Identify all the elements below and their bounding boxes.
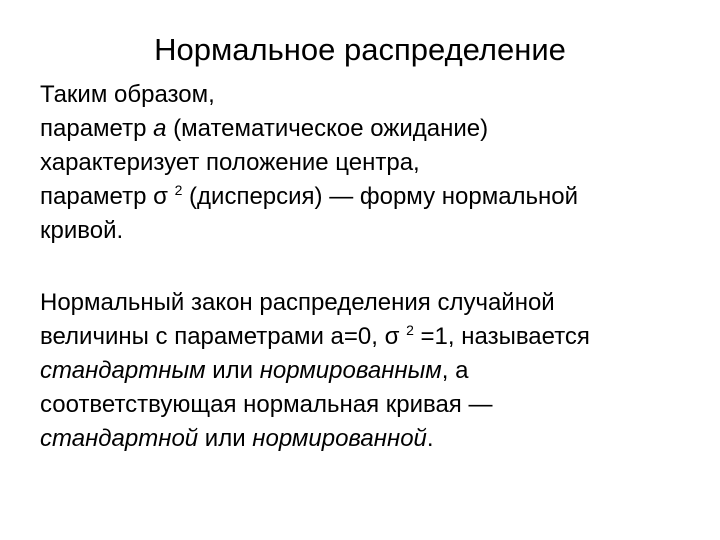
paragraph2-line4: соответствующая нормальная кривая — xyxy=(40,391,493,418)
italic-term: нормированной xyxy=(252,425,427,452)
text-run: =1, называется xyxy=(413,323,590,350)
text-run: , а xyxy=(441,357,469,384)
paragraph2-line2 xyxy=(40,320,700,354)
italic-term: стандартным xyxy=(40,357,206,384)
italic-term: стандартной xyxy=(40,425,199,452)
slide-title: Нормальное распределение xyxy=(154,32,566,67)
paragraph2-line1: Нормальный закон распределения случайной xyxy=(40,289,555,316)
italic-term: нормированным xyxy=(259,357,442,384)
text-run: параметр σ xyxy=(40,183,175,210)
text-run: . xyxy=(426,425,434,452)
paragraph-gap xyxy=(40,248,700,286)
paragraph2-line3 xyxy=(40,354,700,388)
slide-body xyxy=(40,78,700,456)
variable-a: а xyxy=(153,115,167,142)
text-run: или xyxy=(198,425,253,452)
text-run: или xyxy=(205,357,260,384)
paragraph1-line1: Таким образом, xyxy=(40,81,215,108)
paragraph1-line3: характеризует положение центра, xyxy=(40,149,420,176)
paragraph1-line2 xyxy=(40,112,700,146)
text-run: (дисперсия) — форму нормальной xyxy=(182,183,579,210)
superscript: 2 xyxy=(174,182,183,198)
superscript: 2 xyxy=(406,322,414,338)
paragraph1-line5: кривой. xyxy=(40,217,124,244)
paragraph1-line4 xyxy=(40,180,700,214)
paragraph2-line5 xyxy=(40,422,700,456)
text-run: величины с параметрами а=0, σ xyxy=(40,323,407,350)
text-run: параметр xyxy=(40,115,154,142)
text-run: (математическое ожидание) xyxy=(166,115,489,142)
